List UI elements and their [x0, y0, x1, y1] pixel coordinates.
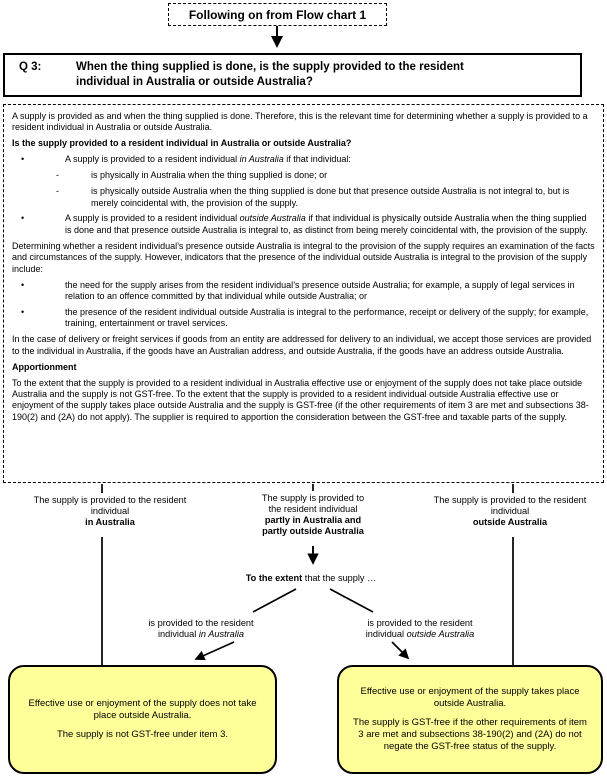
question-line2: individual in Australia or outside Australia?	[76, 76, 313, 89]
outcome-box-not-gst-free	[8, 665, 277, 774]
bullet3-text: the need for the supply arises from the resident individual’s presence outside Australia; for example, a supply of legal services in relation to an offence committed by that individual while outside Australia; or	[65, 279, 575, 301]
dash-glyph: -	[56, 170, 59, 181]
branch-mid-bold2: partly outside Australia	[262, 526, 364, 537]
branch-right-bold: outside Australia	[472, 517, 548, 528]
outcome-left-p1: Effective use or enjoyment of the supply does not take place outside Australia.	[28, 698, 257, 722]
bullet4-text: the presence of the resident individual outside Australia is integral to the performance, receipt or delivery of the supply; for example, training, entertainment or travel services.	[65, 306, 589, 329]
branch-right-line1: The supply is provided to the resident	[433, 495, 587, 505]
bullet-glyph: •	[21, 213, 25, 224]
bullet-glyph: •	[21, 279, 25, 290]
branch-mid-bold1: partly in Australia and	[264, 515, 362, 526]
diag-left-arrow	[196, 642, 234, 659]
extent-label	[231, 573, 391, 583]
bullet1-post: if that individual:	[283, 154, 351, 165]
info-heading-1: Is the supply provided to a resident individual in Australia or outside Australia?	[12, 138, 352, 149]
branch-left-line2: individual	[90, 506, 130, 517]
bullet1-pre: A supply is provided to a resident individual	[65, 154, 240, 165]
info-heading-apportionment: Apportionment	[12, 361, 77, 372]
bullet-glyph: •	[21, 306, 25, 317]
question-box	[3, 53, 582, 97]
branch-label-partly	[238, 493, 388, 537]
info-paragraph-3: In the case of delivery or freight services if goods from an entity are addressed for delivery to an individual, we accept those services are provided to the individual in Australia, if the goods have an Australian address, and outside Australia, if the goods have an address outside Australia.	[12, 334, 592, 356]
flow-ref-box	[168, 3, 387, 26]
info-paragraph-2: Determining whether a resident individual’s presence outside Australia is integral to the provision of the supply requires an examination of the facts and circumstances of the supply. However, indicators that the presence of the individual outside Australia is integral to the provision of the supply include:	[12, 240, 595, 274]
diagonal-label-outside-australia	[340, 618, 500, 640]
outcome-left-p2: The supply is not GST-free under item 3.	[56, 728, 229, 740]
branch-label-in-australia	[10, 495, 210, 528]
extent-bold: To the extent	[245, 573, 303, 583]
dash1-text: is physically in Australia when the thing supplied is done; or	[91, 170, 328, 181]
question-line1: When the thing supplied is done, is the supply provided to the resident	[76, 61, 464, 73]
diag-right-arrow	[392, 642, 408, 658]
diag-right-upper	[330, 589, 373, 612]
outcome-box-gst-free	[337, 665, 603, 774]
bullet1-italic: in Australia	[239, 154, 284, 165]
info-box	[3, 104, 604, 483]
dash-item-2	[56, 186, 595, 209]
bullet2-italic: outside Australia	[239, 213, 306, 224]
diag-right-pre: individual	[365, 629, 407, 640]
dash-glyph: -	[56, 186, 59, 197]
dash2-text: is physically outside Australia when the thing supplied is done but that presence outside Australia is not integral to, but is merely coincidental with, the provision of the supply.	[91, 186, 570, 208]
branch-label-outside-australia	[410, 495, 607, 528]
diag-left-italic: in Australia	[198, 629, 244, 640]
info-paragraph-1: A supply is provided as and when the thing supplied is done. Therefore, this is the relevant time for determining whether a supply is provided to a resident individual in Australia or outside Australia.	[12, 111, 588, 133]
diag-right-line1: is provided to the resident	[367, 618, 473, 628]
branch-right-line2: individual	[490, 506, 530, 517]
bullet-item-4	[12, 307, 595, 330]
branch-left-bold: in Australia	[85, 517, 135, 528]
question-text	[76, 60, 464, 95]
diag-left-line1: is provided to the resident	[148, 618, 254, 628]
branch-left-line1: The supply is provided to the resident	[33, 495, 187, 505]
flow-ref-text: Following on from Flow chart 1	[188, 7, 367, 22]
outcome-right-p2: The supply is GST-free if the other requirements of item 3 are met and subsections 38-190(2) and (2A) do not negate the GST-free status of the supply.	[353, 717, 587, 752]
branch-mid-line1: The supply is provided to	[261, 493, 365, 503]
bullet-glyph: •	[21, 154, 25, 165]
bullet2-pre: A supply is provided to a resident individual	[65, 213, 240, 224]
bullet2-post: if that individual is physically outside Australia when the thing supplied is done and that presence outside Australia is integral to, as distinct from being merely coincidental with, the provision of the supply.	[65, 213, 588, 235]
diag-left-pre: individual	[158, 629, 199, 640]
extent-rest: that the supply …	[302, 573, 377, 583]
dash-item-1	[56, 170, 595, 181]
diagonal-label-in-australia	[121, 618, 281, 640]
bullet-item-1	[12, 154, 595, 165]
diag-left-upper	[253, 589, 296, 612]
diag-right-italic: outside Australia	[406, 629, 475, 640]
outcome-right-p1: Effective use or enjoyment of the supply takes place outside Australia.	[360, 686, 580, 710]
bullet-item-3	[12, 280, 595, 303]
info-paragraph-4: To the extent that the supply is provided to a resident individual in Australia effective use or enjoyment of the supply does not take place outside Australia and the supply is not GST-free. To the extent that the supply is provided to a resident individual outside Australia effective use or enjoyment of the supply takes place outside Australia and the supply is GST-free (if the other requirements of item 3 are met and subsections 38-190(2) and (2A) do not apply). The supplier is required to apportion the consideration between the GST-free and taxable parts of the supply.	[12, 377, 589, 422]
bullet-item-2	[12, 213, 595, 236]
branch-mid-line2: the resident individual	[268, 504, 358, 515]
question-number: Q 3:	[19, 61, 42, 73]
